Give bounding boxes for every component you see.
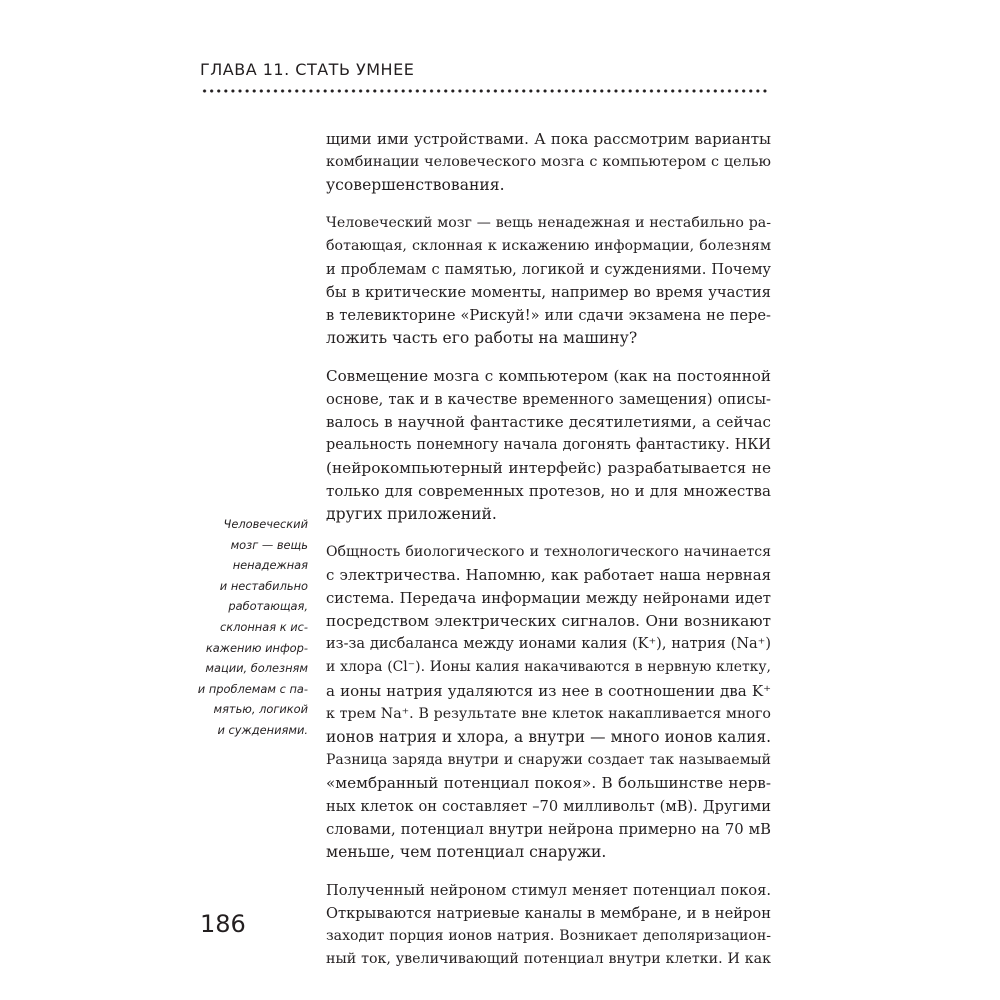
pull-quote-line: склонная к ис- (219, 619, 308, 634)
text-line: меньше, чем потенциал снаружи. (326, 843, 607, 862)
text-line: Общность биологического и технологического начинается (326, 544, 771, 560)
text-line: заходит порция ионов натрия. Возникает деполяризацион- (326, 928, 771, 944)
text-line: только для современных протезов, но и для множества (326, 482, 771, 501)
text-line: из-за дисбаланса между ионами калия (K⁺), натрия (Na⁺) (326, 636, 771, 653)
paragraph-3 (326, 365, 771, 527)
text-line: щими ими устройствами. А пока рассмотрим варианты (326, 130, 771, 148)
text-line: Разница заряда внутри и снаружи создает так называемый (326, 751, 771, 768)
paragraph-5 (326, 879, 771, 971)
text-line: других приложений. (326, 505, 497, 524)
pull-quote-line: мозг — вещь (230, 537, 308, 552)
paragraph-4 (326, 541, 771, 864)
text-line: Открываются натриевые каналы в мембране, и в нейрон (326, 904, 771, 922)
paragraph-2 (326, 212, 771, 351)
text-line: бы в критические моменты, например во время участия (326, 284, 771, 302)
text-line: и проблемам с памятью, логикой и суждениями. Почему (326, 260, 771, 278)
text-line: «мембранный потенциал покоя». В большинстве нерв- (326, 773, 771, 792)
text-line: в телевикторине «Рискуй!» или сдачи экзамена не пере- (326, 307, 771, 325)
text-line: ный ток, увеличивающий потенциал внутри клетки. И как (326, 951, 771, 968)
text-line: ионов натрия и хлора, а внутри — много ионов калия. (326, 727, 771, 746)
pull-quote-line: ненадежная (232, 558, 308, 573)
text-line: основе, так и в качестве временного замещения) описы- (326, 390, 771, 408)
text-line: система. Передача информации между нейронами идет (326, 590, 771, 608)
pull-quote (196, 514, 308, 741)
text-line: ботающая, склонная к искажению информации, болезням (326, 237, 771, 254)
text-line: к трем Na⁺. В результате вне клеток накапливается много (326, 705, 771, 722)
text-line: Совмещение мозга с компьютером (как на постоянной (326, 366, 771, 385)
text-line: валось в научной фантастике десятилетиями, а сейчас (326, 413, 771, 432)
running-head: ГЛАВА 11. СТАТЬ УМНЕЕ (200, 60, 415, 79)
pull-quote-line: мации, болезням (205, 661, 308, 676)
text-line: усовершенствования. (326, 176, 505, 195)
text-line: посредством электрических сигналов. Они возникают (326, 612, 771, 631)
pull-quote-line: и суждениями. (217, 722, 308, 737)
text-line: с электричества. Напомню, как работает наша нервная (326, 566, 771, 585)
pull-quote-line: Человеческий (223, 517, 308, 531)
pull-quote-line: работающая, (228, 599, 308, 614)
pull-quote-line: кажению инфор- (205, 640, 308, 655)
text-line: Полученный нейроном стимул меняет потенциал покоя. (326, 881, 771, 899)
paragraph-1 (326, 128, 771, 197)
dotted-rule (201, 89, 769, 93)
pull-quote-line: и проблемам с па- (197, 681, 308, 696)
text-line: ложить часть его работы на машину? (326, 329, 638, 348)
pull-quote-line: и нестабильно (219, 578, 308, 593)
text-line: а ионы натрия удаляются из нее в соотношении два K⁺ (326, 681, 771, 700)
text-line: и хлора (Cl⁻). Ионы калия накачиваются в нервную клетку, (326, 659, 771, 676)
page-number: 186 (200, 910, 246, 938)
text-line: Человеческий мозг — вещь ненадежная и нестабильно ра- (326, 214, 771, 231)
text-line: ных клеток он составляет –70 милливольт (мВ). Другими (326, 798, 771, 816)
text-line: (нейрокомпьютерный интерфейс) разрабатывается не (326, 459, 771, 478)
text-line: комбинации человеческого мозга с компьютером с целью (326, 154, 771, 171)
text-line: реальность понемногу начала догонять фантастику. НКИ (326, 437, 771, 454)
body-text (326, 128, 771, 986)
pull-quote-line: мятью, логикой (213, 702, 308, 717)
text-line: словами, потенциал внутри нейрона примерно на 70 мВ (326, 821, 771, 839)
